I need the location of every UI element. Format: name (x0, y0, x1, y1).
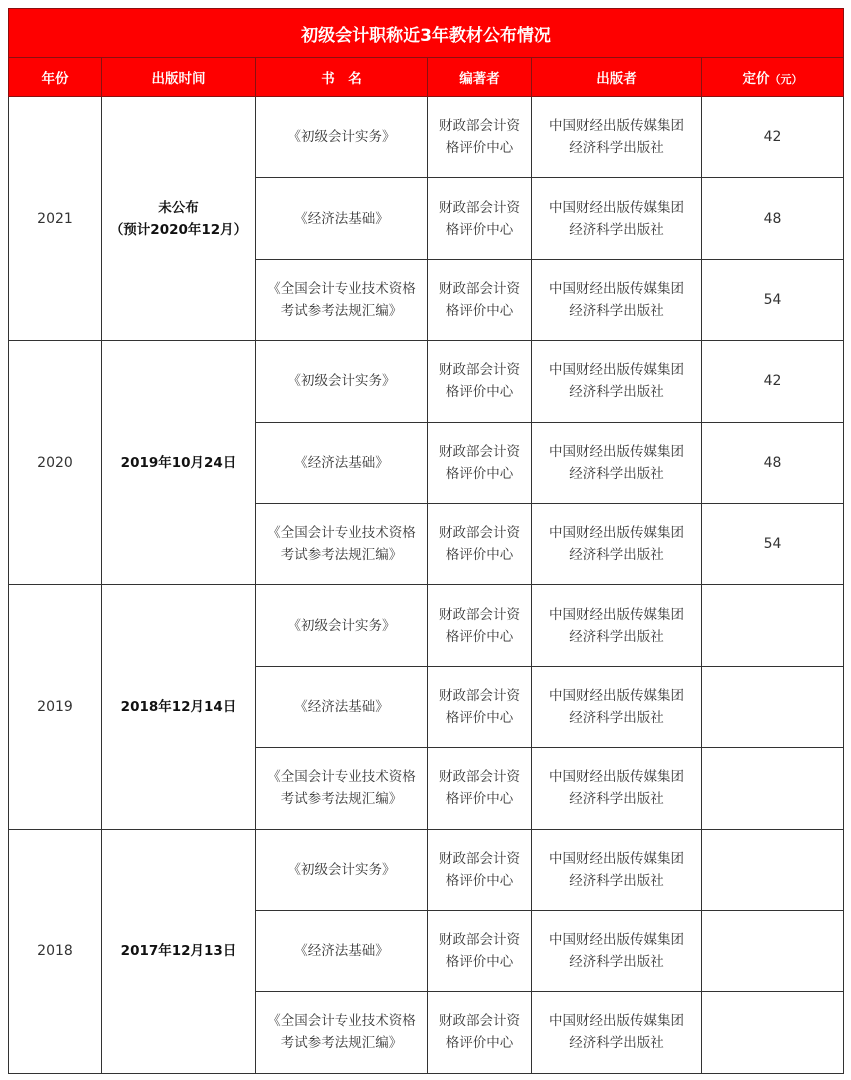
book-name-cell (256, 748, 428, 829)
publisher-cell (532, 585, 702, 666)
publisher-cell (532, 422, 702, 503)
book-name-cell (256, 178, 428, 259)
year-cell: 2020 (9, 341, 102, 585)
publisher-cell (532, 503, 702, 584)
publisher-line1: 中国财经出版传媒集团 (549, 280, 684, 297)
textbook-table (8, 8, 844, 1074)
author-line2: 格评价中心 (445, 140, 514, 157)
book-name-line1: 《全国会计专业技术资格 (267, 769, 416, 786)
book-name-cell (256, 992, 428, 1073)
price-cell (702, 829, 844, 910)
table-row (9, 829, 844, 910)
publisher-line2: 经济科学出版社 (569, 302, 664, 319)
price-cell (702, 666, 844, 747)
publisher-line2: 经济科学出版社 (569, 954, 664, 971)
author-cell (428, 503, 532, 584)
author-line1: 财政部会计资 (439, 932, 520, 949)
publisher-cell (532, 178, 702, 259)
author-line2: 格评价中心 (445, 872, 514, 889)
book-name-line2: 考试参考法规汇编》 (280, 302, 403, 319)
publisher-line1: 中国财经出版传媒集团 (549, 118, 684, 135)
book-name-cell (256, 259, 428, 340)
book-name-line1: 《初级会计实务》 (287, 861, 396, 878)
pub-date-cell (102, 341, 256, 585)
publisher-line2: 经济科学出版社 (569, 872, 664, 889)
pub-date-line1: 未公布 (158, 199, 199, 216)
publisher-line1: 中国财经出版传媒集团 (549, 199, 684, 216)
publisher-cell (532, 666, 702, 747)
author-line2: 格评价中心 (445, 547, 514, 564)
price-cell (702, 910, 844, 991)
publisher-line1: 中国财经出版传媒集团 (549, 362, 684, 379)
publisher-line2: 经济科学出版社 (569, 628, 664, 645)
price-cell: 48 (702, 178, 844, 259)
author-line2: 格评价中心 (445, 384, 514, 401)
price-cell: 42 (702, 341, 844, 422)
publisher-cell (532, 992, 702, 1073)
publisher-cell (532, 748, 702, 829)
author-cell (428, 910, 532, 991)
book-name-cell (256, 97, 428, 178)
year-cell: 2018 (9, 829, 102, 1073)
publisher-cell (532, 910, 702, 991)
book-name-cell (256, 585, 428, 666)
price-cell (702, 992, 844, 1073)
publisher-line2: 经济科学出版社 (569, 140, 664, 157)
publisher-line2: 经济科学出版社 (569, 547, 664, 564)
author-cell (428, 97, 532, 178)
header-row (9, 58, 844, 97)
publisher-line1: 中国财经出版传媒集团 (549, 932, 684, 949)
publisher-line2: 经济科学出版社 (569, 221, 664, 238)
author-line1: 财政部会计资 (439, 443, 520, 460)
col-header-book-name: 书 名 (256, 58, 428, 97)
book-name-cell (256, 666, 428, 747)
author-cell (428, 422, 532, 503)
author-line1: 财政部会计资 (439, 525, 520, 542)
author-line1: 财政部会计资 (439, 687, 520, 704)
author-cell (428, 829, 532, 910)
author-line2: 格评价中心 (445, 302, 514, 319)
price-cell (702, 585, 844, 666)
author-line1: 财政部会计资 (439, 199, 520, 216)
author-line1: 财政部会计资 (439, 769, 520, 786)
author-line2: 格评价中心 (445, 221, 514, 238)
book-name-line1: 《全国会计专业技术资格 (267, 525, 416, 542)
col-header-year: 年份 (9, 58, 102, 97)
year-cell: 2019 (9, 585, 102, 829)
publisher-line2: 经济科学出版社 (569, 465, 664, 482)
book-name-line1: 《经济法基础》 (294, 943, 389, 960)
year-cell: 2021 (9, 97, 102, 341)
book-name-line1: 《初级会计实务》 (287, 373, 396, 390)
book-name-cell (256, 341, 428, 422)
price-cell: 54 (702, 259, 844, 340)
publisher-line2: 经济科学出版社 (569, 791, 664, 808)
book-name-line1: 《初级会计实务》 (287, 129, 396, 146)
author-line1: 财政部会计资 (439, 606, 520, 623)
price-cell (702, 748, 844, 829)
author-line2: 格评价中心 (445, 1035, 514, 1052)
price-unit: （元） (769, 73, 803, 86)
publisher-cell (532, 259, 702, 340)
col-header-pub-date: 出版时间 (102, 58, 256, 97)
col-header-author: 编著者 (428, 58, 532, 97)
pub-date-cell (102, 585, 256, 829)
table-row (9, 97, 844, 178)
author-cell (428, 748, 532, 829)
author-line1: 财政部会计资 (439, 118, 520, 135)
col-header-price (702, 58, 844, 97)
price-cell: 48 (702, 422, 844, 503)
author-line1: 财政部会计资 (439, 1013, 520, 1030)
pub-date-cell (102, 97, 256, 341)
book-name-line1: 《经济法基础》 (294, 454, 389, 471)
book-name-cell (256, 829, 428, 910)
publisher-line1: 中国财经出版传媒集团 (549, 525, 684, 542)
author-cell (428, 666, 532, 747)
pub-date-cell (102, 829, 256, 1073)
price-cell: 54 (702, 503, 844, 584)
title-row (9, 9, 844, 58)
book-name-line1: 《全国会计专业技术资格 (267, 1013, 416, 1030)
author-line1: 财政部会计资 (439, 850, 520, 867)
book-name-line1: 《初级会计实务》 (287, 617, 396, 634)
publisher-cell (532, 97, 702, 178)
author-cell (428, 178, 532, 259)
pub-date-line1: 2017年12月13日 (120, 943, 237, 960)
book-name-line1: 《经济法基础》 (294, 210, 389, 227)
table-row (9, 585, 844, 666)
author-line2: 格评价中心 (445, 954, 514, 971)
author-line2: 格评价中心 (445, 465, 514, 482)
author-cell (428, 585, 532, 666)
price-cell: 42 (702, 97, 844, 178)
book-name-line1: 《经济法基础》 (294, 698, 389, 715)
book-name-line2: 考试参考法规汇编》 (280, 1035, 403, 1052)
book-name-cell (256, 422, 428, 503)
book-name-line2: 考试参考法规汇编》 (280, 547, 403, 564)
author-cell (428, 341, 532, 422)
publisher-line1: 中国财经出版传媒集团 (549, 1013, 684, 1030)
author-line1: 财政部会计资 (439, 362, 520, 379)
publisher-line1: 中国财经出版传媒集团 (549, 687, 684, 704)
book-name-cell (256, 910, 428, 991)
publisher-line1: 中国财经出版传媒集团 (549, 606, 684, 623)
publisher-line1: 中国财经出版传媒集团 (549, 443, 684, 460)
author-line2: 格评价中心 (445, 791, 514, 808)
author-line2: 格评价中心 (445, 709, 514, 726)
publisher-cell (532, 341, 702, 422)
table-row (9, 341, 844, 422)
book-name-line1: 《全国会计专业技术资格 (267, 280, 416, 297)
book-name-line2: 考试参考法规汇编》 (280, 791, 403, 808)
publisher-cell (532, 829, 702, 910)
author-line2: 格评价中心 (445, 628, 514, 645)
publisher-line1: 中国财经出版传媒集团 (549, 850, 684, 867)
author-cell (428, 992, 532, 1073)
book-name-cell (256, 503, 428, 584)
pub-date-line1: 2019年10月24日 (120, 454, 237, 471)
price-label: 定价 (742, 71, 770, 87)
pub-date-line2: （预计2020年12月） (109, 221, 248, 238)
publisher-line2: 经济科学出版社 (569, 1035, 664, 1052)
publisher-line2: 经济科学出版社 (569, 709, 664, 726)
author-cell (428, 259, 532, 340)
table-title: 初级会计职称近3年教材公布情况 (9, 9, 844, 58)
col-header-publisher: 出版者 (532, 58, 702, 97)
author-line1: 财政部会计资 (439, 280, 520, 297)
publisher-line1: 中国财经出版传媒集团 (549, 769, 684, 786)
pub-date-line1: 2018年12月14日 (120, 698, 237, 715)
publisher-line2: 经济科学出版社 (569, 384, 664, 401)
